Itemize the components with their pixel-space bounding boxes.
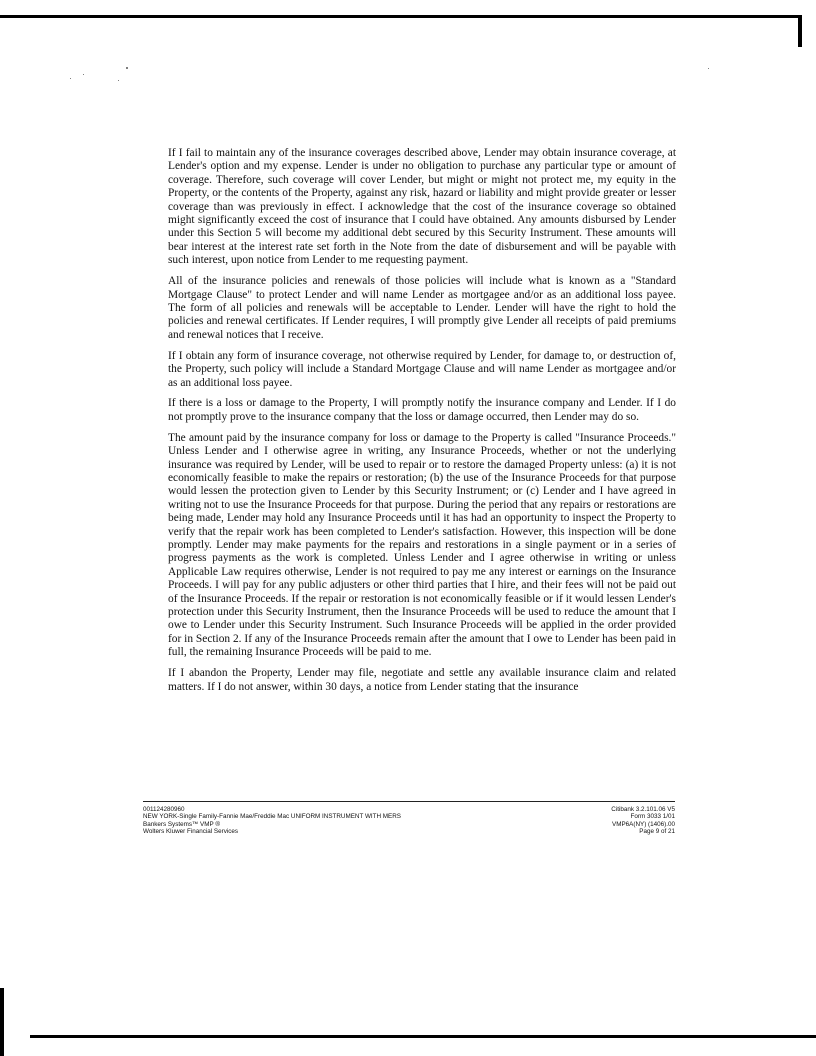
scan-speck xyxy=(83,74,84,75)
form-version: Citibank 3.2.101.06 V5 xyxy=(611,806,675,813)
paragraph-abandonment: If I abandon the Property, Lender may file, negotiate and settle any available insurance claim and related matters. If I do not answer, within 30 days, a notice from Lender stating that the insurance xyxy=(168,667,676,693)
form-code: VMP6A(NY) (1406).00 xyxy=(612,820,675,828)
loan-number: 001124280960 xyxy=(143,806,185,813)
paragraph-standard-mortgage-clause: All of the insurance policies and renewals of those policies will include what is known as a "Standard Mortgage Clause" to protect Lender and will name Lender as mortgagee and/or as an additional loss payee. The form of all policies and renewals will be acceptable to Lender. Lender will have the right to hold the policies and renewal certificates. If Lender requires, I will promptly give Lender all receipts of paid premiums and renewal notices that I receive. xyxy=(168,275,676,341)
scan-speck xyxy=(126,67,128,69)
paragraph-optional-coverage: If I obtain any form of insurance coverage, not otherwise required by Lender, for damage to, or destruction of, the Property, such policy will include a Standard Mortgage Clause and will name Lender as mortgagee and/or as an additional loss payee. xyxy=(168,349,676,389)
top-border-rule xyxy=(0,15,800,18)
paragraph-loss-notification: If there is a loss or damage to the Property, I will promptly notify the insurance company and Lender. If I do not promptly prove to the insurance company that the loss or damage occurred, then Lender may do so. xyxy=(168,397,676,423)
form-publisher: Wolters Kluwer Financial Services xyxy=(143,827,239,835)
paragraph-insurance-proceeds: The amount paid by the insurance company for loss or damage to the Property is called "Insurance Proceeds." Unless Lender and I otherwise agree in writing, any Insurance Proceeds, whether or not the underlying insurance was required by Lender, will be used to repair or to restore the damaged Property unless: (a) it is not economically feasible to make the repairs or restoration; (b) the use of the Insurance Proceeds for that purpose would lessen the protection given to Lender by this Security Instrument; or (c) Lender and I have agreed in writing not to use the Insurance Proceeds for that purpose. During the period that any repairs or restorations are being made, Lender may hold any Insurance Proceeds until it has had an opportunity to inspect the Property to verify that the repair work has been completed to Lender's satisfaction. However, this inspection will be done promptly. Lender may make payments for the repairs and restorations in a single payment or in a series of progress payments as the work is completed. Unless Lender and I agree otherwise in writing or unless Applicable Law requires otherwise, Lender is not required to pay me any interest or earnings on the Insurance Proceeds. I will pay for any public adjusters or other third parties that I hire, and their fees will not be paid out of the Insurance Proceeds. If the repair or restoration is not economically feasible or if it would lessen Lender's protection under this Security Instrument, then the Insurance Proceeds will be used to reduce the amount that I owe to Lender under this Security Instrument. Such Insurance Proceeds will be applied in the order provided for in Section 2. If any of the Insurance Proceeds remain after the amount that I owe to Lender has been paid in full, the remaining Insurance Proceeds will be paid to me. xyxy=(168,431,676,659)
footer-left-block xyxy=(143,806,503,835)
left-border-mark xyxy=(0,988,4,1056)
page-number: Page 9 of 21 xyxy=(639,827,675,835)
form-number: Form 3033 1/01 xyxy=(630,813,675,821)
scan-speck xyxy=(118,80,119,81)
footer-right-block xyxy=(535,806,675,835)
document-body xyxy=(168,147,676,701)
right-border-mark xyxy=(798,15,802,47)
form-vendor: Bankers Systems™ VMP ® xyxy=(143,820,220,828)
form-description: NEW YORK-Single Family-Fannie Mae/Freddie Mac UNIFORM INSTRUMENT WITH MERS xyxy=(143,813,401,821)
scan-speck xyxy=(70,78,71,79)
paragraph-force-placed-insurance: If I fail to maintain any of the insurance coverages described above, Lender may obtain insurance coverage, at Lender's option and my expense. Lender is under no obligation to purchase any particular type or amount of coverage. Therefore, such coverage will cover Lender, but might or might not protect me, my equity in the Property, or the contents of the Property, against any risk, hazard or liability and might provide greater or lesser coverage than was previously in effect. I acknowledge that the cost of the insurance coverage so obtained might significantly exceed the cost of insurance that I could have obtained. Any amounts disbursed by Lender under this Section 5 will become my additional debt secured by this Security Instrument. These amounts will bear interest at the interest rate set forth in the Note from the date of disbursement and will be payable with such interest, upon notice from Lender to me requesting payment. xyxy=(168,147,676,267)
scan-speck xyxy=(708,68,709,69)
footer-rule xyxy=(143,801,675,802)
bottom-border-rule xyxy=(30,1035,816,1038)
